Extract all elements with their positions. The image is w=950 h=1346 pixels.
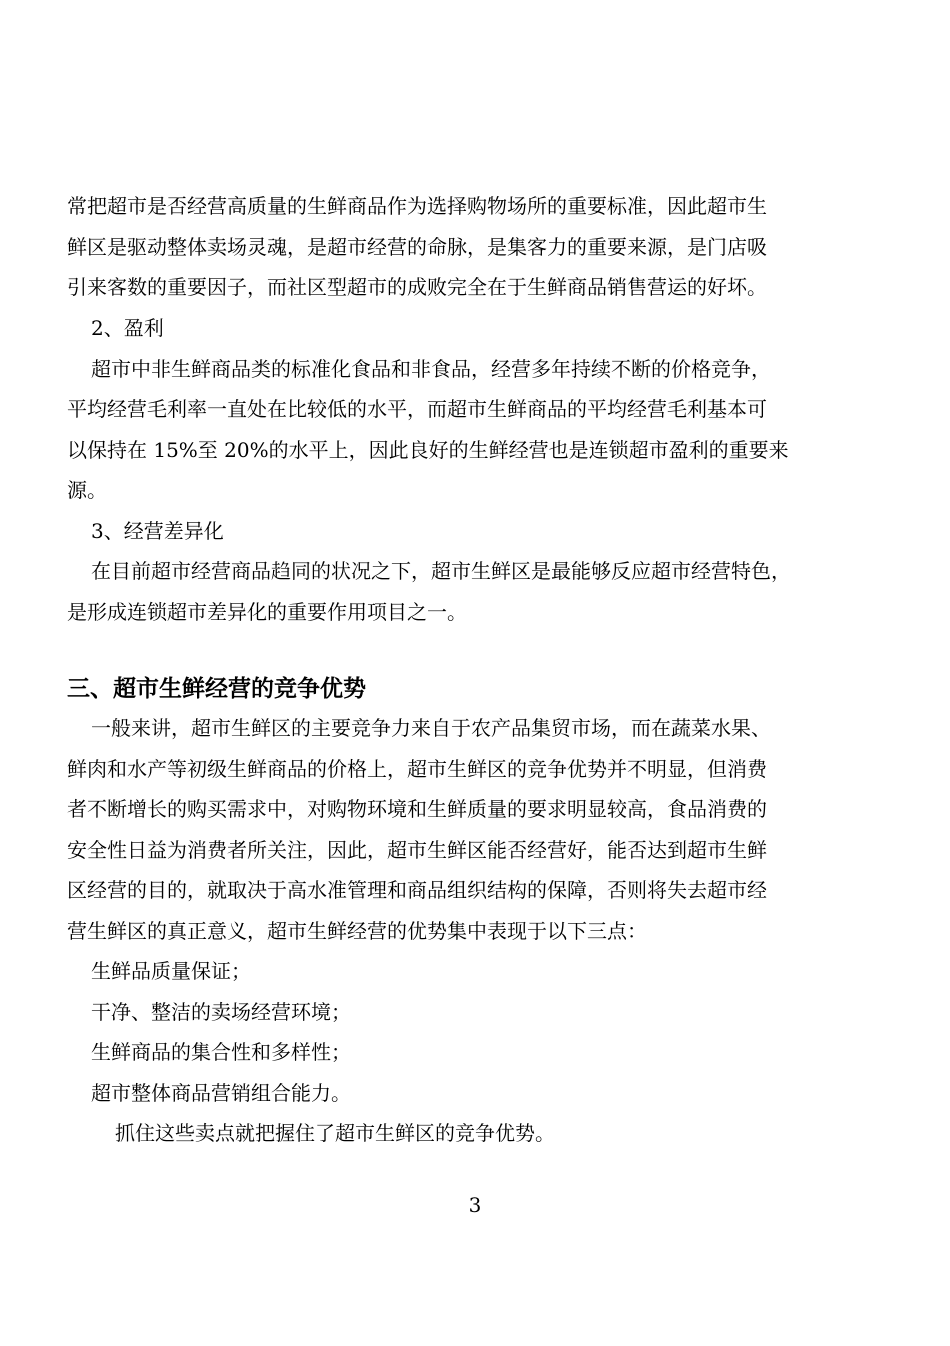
- list-item: 生鲜商品的集合性和多样性；: [91, 1040, 351, 1064]
- paragraph-line: 营生鲜区的真正意义，超市生鲜经营的优势集中表现于以下三点：: [67, 918, 647, 943]
- paragraph-line: 者不断增长的购买需求中，对购物环境和生鲜质量的要求明显较高，食品消费的: [67, 797, 767, 821]
- paragraph-line: 超市中非生鲜商品类的标准化食品和非食品，经营多年持续不断的价格竞争，: [91, 356, 771, 381]
- paragraph-line: 引来客数的重要因子，而社区型超市的成败完全在于生鲜商品销售营运的好坏。: [67, 275, 767, 299]
- body-block: [67, 308, 893, 632]
- section3-block: [67, 708, 893, 1154]
- section-heading: 三、超市生鲜经营的竞争优势: [67, 676, 366, 702]
- list-item: 生鲜品质量保证；: [91, 959, 251, 983]
- item2-title: 2、盈利: [91, 316, 164, 340]
- paragraph-line: 常把超市是否经营高质量的生鲜商品作为选择购物场所的重要标准，因此超市生: [67, 194, 767, 218]
- paragraph-line: 鲜区是驱动整体卖场灵魂，是超市经营的命脉，是集客力的重要来源，是门店吸: [67, 234, 767, 259]
- paragraph-line: 一般来讲，超市生鲜区的主要竞争力来自于农产品集贸市场，而在蔬菜水果、: [91, 716, 771, 740]
- paragraph-line: 以保持在 15%至 20%的水平上，因此良好的生鲜经营也是连锁超市盈利的重要来: [67, 437, 789, 462]
- paragraph-line: 源。: [67, 478, 107, 502]
- list-item: 干净、整洁的卖场经营环境；: [91, 999, 351, 1024]
- paragraph-line: 是形成连锁超市差异化的重要作用项目之一。: [67, 599, 467, 624]
- intro-paragraph: [67, 186, 893, 308]
- item3-title: 3、经营差异化: [91, 518, 224, 543]
- list-item: 超市整体商品营销组合能力。: [91, 1080, 351, 1105]
- paragraph-line: 安全性日益为消费者所关注，因此，超市生鲜区能否经营好，能否达到超市生鲜: [67, 837, 767, 862]
- page-number: 3: [468, 1193, 482, 1217]
- paragraph-line: 在目前超市经营商品趋同的状况之下，超市生鲜区是最能够反应超市经营特色，: [91, 559, 791, 583]
- closing-line: 抓住这些卖点就把握住了超市生鲜区的竞争优势。: [115, 1121, 555, 1145]
- paragraph-line: 区经营的目的，就取决于高水准管理和商品组织结构的保障，否则将失去超市经: [67, 878, 767, 902]
- paragraph-line: 平均经营毛利率一直处在比较低的水平，而超市生鲜商品的平均经营毛利基本可: [67, 397, 767, 421]
- paragraph-line: 鲜肉和水产等初级生鲜商品的价格上，超市生鲜区的竞争优势并不明显，但消费: [67, 756, 767, 781]
